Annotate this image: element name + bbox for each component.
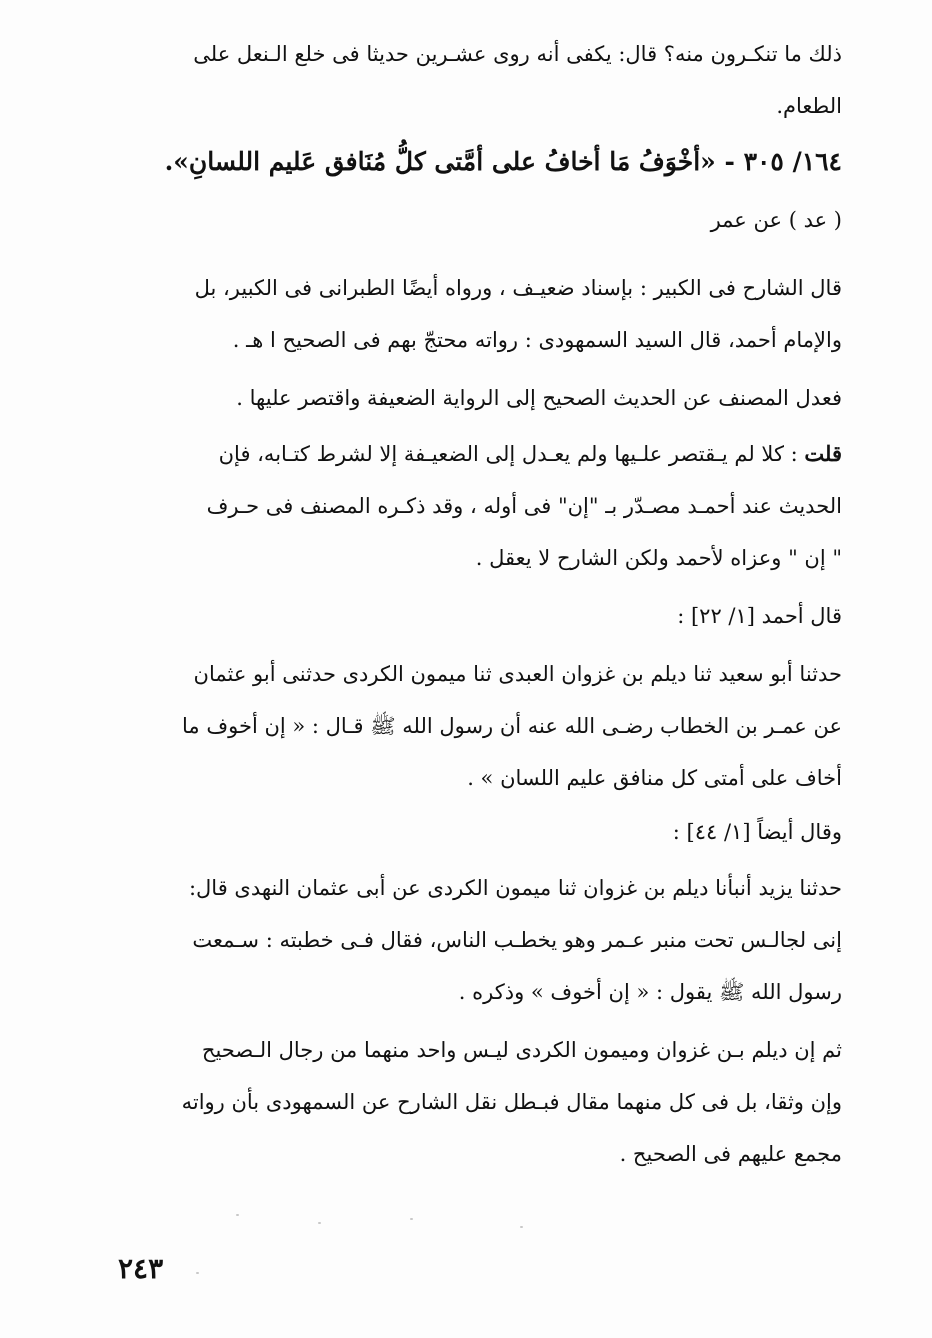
text-line: وقال أيضاً [١/ ٤٤] :: [672, 820, 842, 844]
text-line: فعدل المصنف عن الحديث الصحيح إلى الرواية الضعيفة واقتصر عليها .: [236, 386, 842, 410]
isnad-paragraph: [130, 648, 842, 804]
source-line: ( عد ) عن عمر: [710, 208, 842, 232]
scan-speck: [236, 1214, 239, 1216]
text-line: ثم إن ديلم بـن غزوان وميمون الكردى ليـس واحد منهما من رجال الـصحيح: [201, 1038, 842, 1062]
text-line: حدثنا يزيد أنبأنا ديلم بن غزوان ثنا ميمون الكردى عن أبى عثمان النهدى قال:: [188, 876, 842, 900]
scan-speck: [196, 1272, 199, 1274]
text-line: رسول الله ﷺ يقول : « إن أخوف » وذكره .: [458, 980, 842, 1004]
text-line: الطعام.: [776, 94, 842, 118]
text-line: قال الشارح فى الكبير : بإسناد ضعيـف ، ورواه أيضًا الطبرانى فى الكبير، بل: [194, 276, 842, 300]
response-paragraph: [130, 428, 842, 584]
isnad-paragraph: [130, 862, 842, 1018]
text-line: إنى لجالـس تحت منبر عـمر وهو يخطـب الناس، فقال فـى خطبته : سـمعت: [192, 928, 842, 952]
text-line: الحديث عند أحمـد مصـدّر بـ "إن" فى أوله ، وقد ذكـره المصنف فى حـرف: [206, 494, 842, 518]
text-line: قال أحمد [١/ ٢٢] :: [677, 604, 842, 628]
hadith-heading: [130, 136, 842, 188]
conclusion-paragraph: [130, 1024, 842, 1180]
intro-paragraph: [130, 28, 842, 132]
scan-speck: [318, 1222, 321, 1224]
scan-speck: [410, 1218, 413, 1220]
qultu-label: قلت: [804, 441, 842, 466]
text-line: [130, 428, 842, 480]
text-line: مجمع عليهم فى الصحيح .: [619, 1142, 842, 1166]
text-line: وإن وثقا، بل فى كل منهما مقال فبـطل نقل الشارح عن السمهودى بأن رواته: [181, 1090, 842, 1114]
text-line: " إن " وعزاه لأحمد ولكن الشارح لا يعقل .: [475, 546, 842, 570]
text-line: حدثنا أبو سعيد ثنا ديلم بن غزوان العبدى ثنا ميمون الكردى حدثنى أبو عثمان: [193, 662, 842, 686]
text-line: ذلك ما تنكـرون منه؟ قال: يكفى أنه روى عشـرين حديثا فى خلع الـنعل على: [193, 42, 842, 66]
text-line: والإمام أحمد، قال السيد السمهودى : رواته محتجّ بهم فى الصحيح ا هـ .: [232, 328, 842, 352]
commentary-paragraph: [130, 372, 842, 424]
text-segment: : كلا لم يـقتصر علـيها ولم يعـدل إلى الضعيـفة إلا لشرط كتـابه، فإن: [218, 442, 805, 466]
hadith-source: [130, 194, 842, 246]
text-line: عن عمـر بن الخطاب رضـى الله عنه أن رسول الله ﷺ قـال : « إن أخوف ما: [182, 714, 842, 738]
citation-heading: [130, 590, 842, 642]
citation-heading: [130, 806, 842, 858]
page-number: ٢٤٣: [118, 1252, 164, 1285]
text-line: أخاف على أمتى كل منافق عليم اللسان » .: [467, 766, 842, 790]
scan-speck: [520, 1226, 523, 1228]
hadith-text: ١٦٤/ ٣٠٥ - «أخْوَفُ مَا أخافُ على أمَّتى كلُّ مُنَافق عَليم اللسانِ».: [164, 147, 842, 176]
commentary-paragraph: [130, 262, 842, 366]
